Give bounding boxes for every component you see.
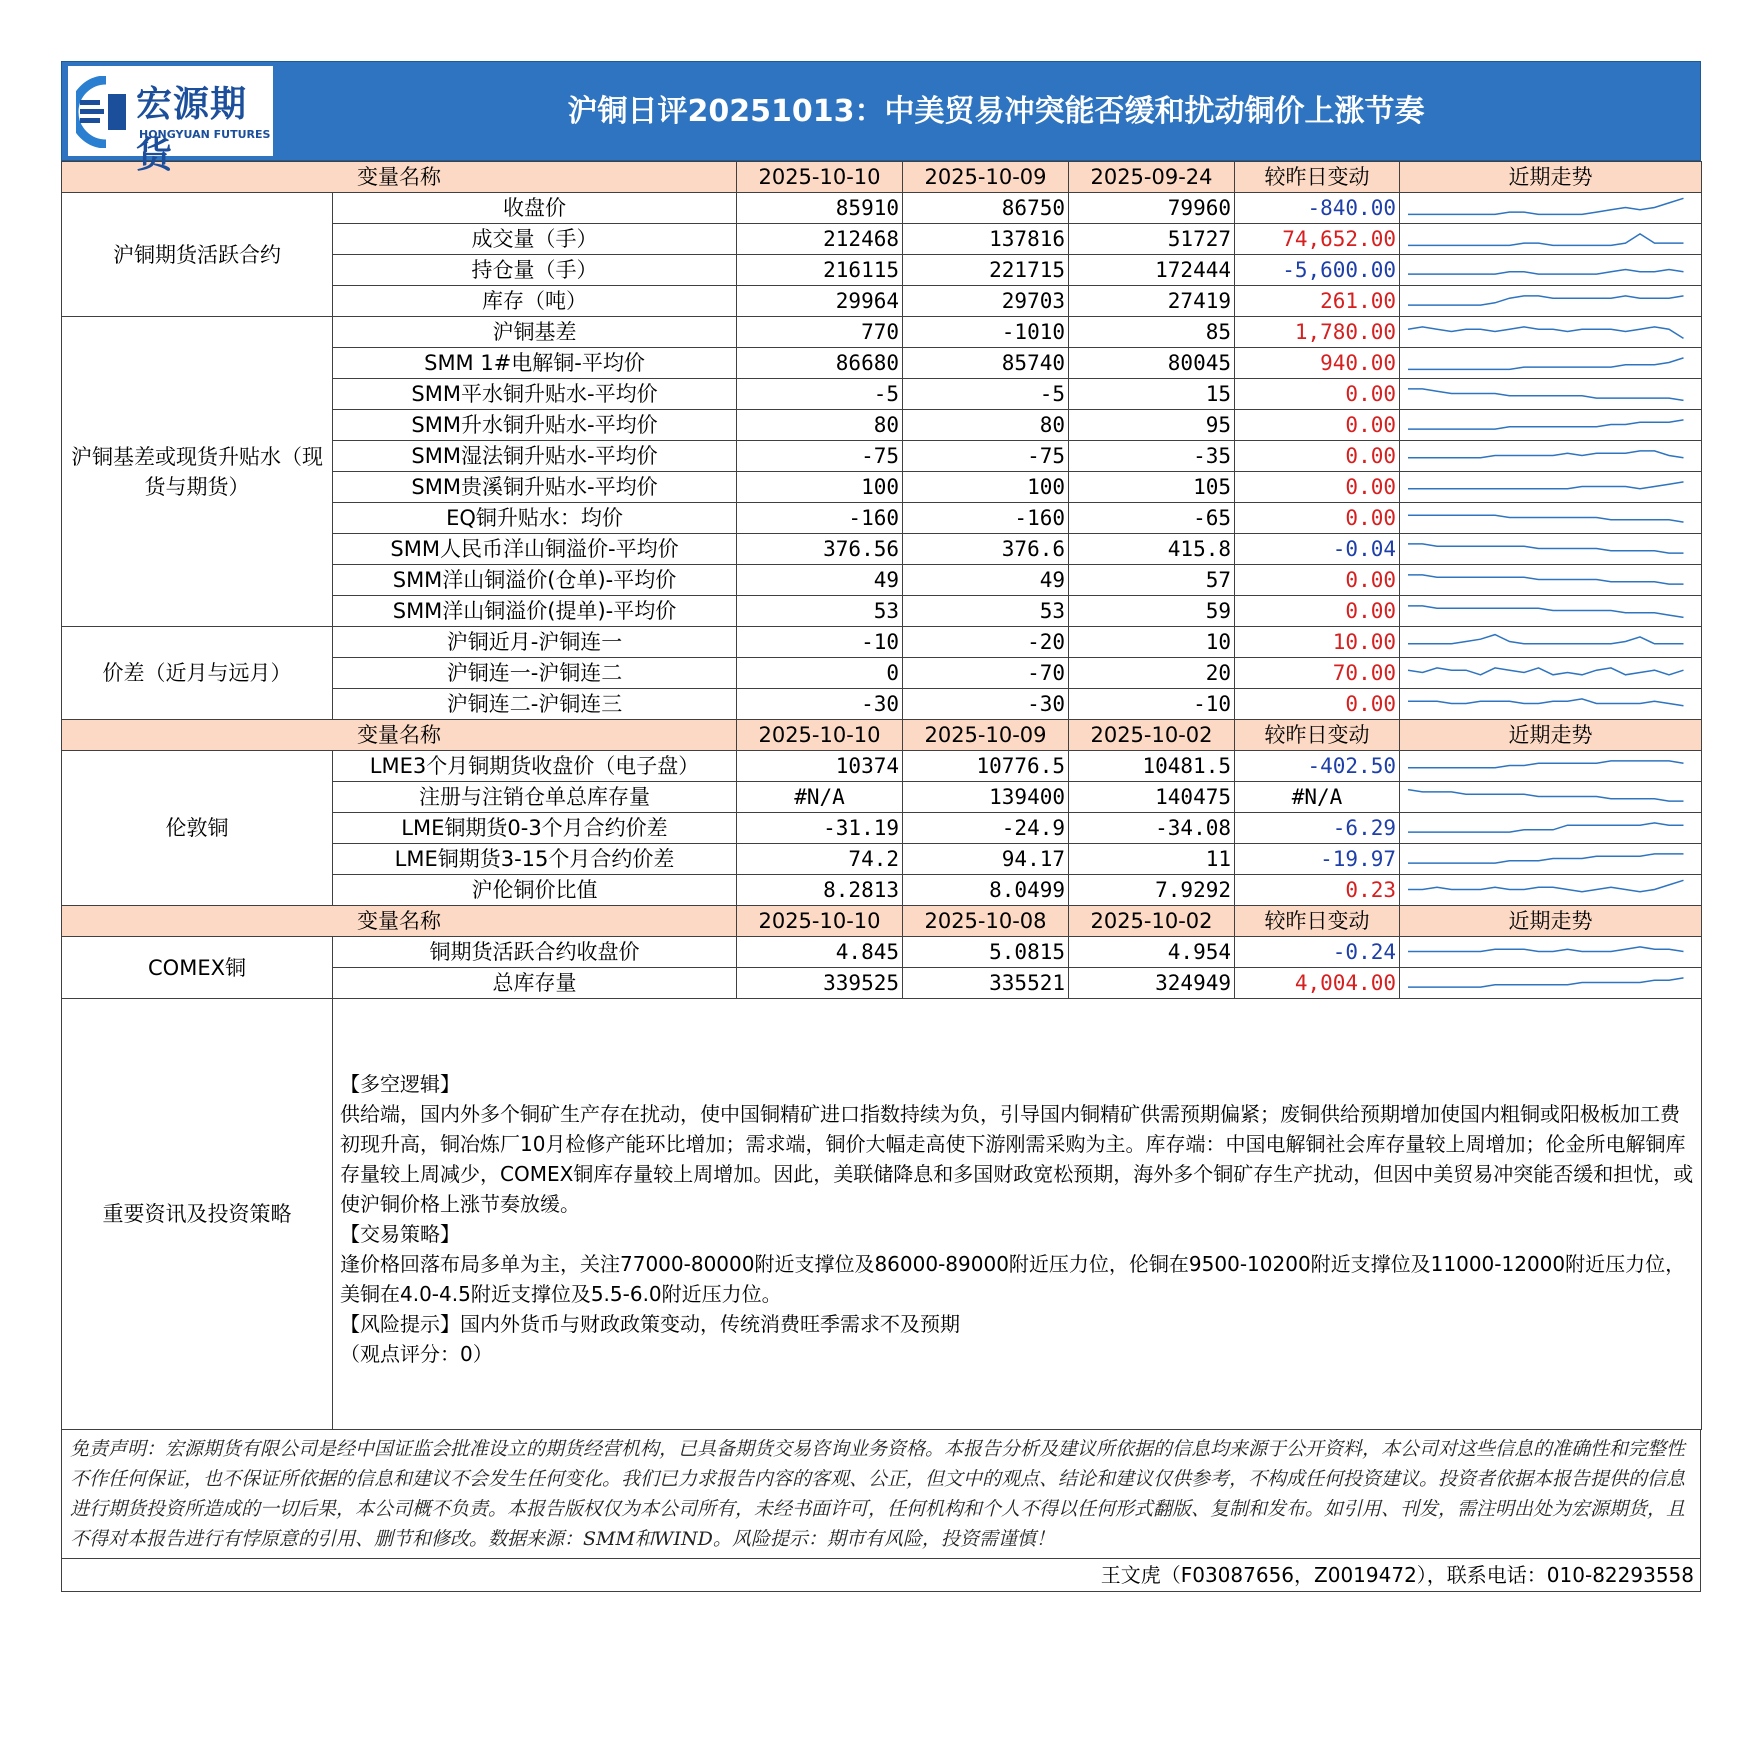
- change-cell: 0.00: [1235, 503, 1400, 534]
- variable-name: LME铜期货3-15个月合约价差: [333, 844, 737, 875]
- value-cell: 339525: [737, 968, 903, 999]
- value-cell: 85: [1069, 317, 1235, 348]
- sparkline-chart: [1400, 751, 1700, 781]
- value-cell: 335521: [903, 968, 1069, 999]
- sparkline-chart: [1400, 193, 1700, 223]
- header-date: 2025-10-10: [737, 906, 903, 937]
- sparkline-line: [1408, 482, 1684, 489]
- change-cell: 940.00: [1235, 348, 1400, 379]
- value-cell: -24.9: [903, 813, 1069, 844]
- header-variable-name: 变量名称: [62, 720, 737, 751]
- table-row: [62, 751, 1702, 782]
- report: [61, 61, 1701, 1592]
- sparkline-line: [1408, 389, 1684, 401]
- value-cell: 100: [737, 472, 903, 503]
- logo-text-cn: 宏源期货: [136, 84, 248, 176]
- variable-name: 总库存量: [333, 968, 737, 999]
- header-change: 较昨日变动: [1235, 720, 1400, 751]
- change-cell: 0.00: [1235, 441, 1400, 472]
- sparkline-line: [1408, 327, 1684, 339]
- variable-name: 成交量（手）: [333, 224, 737, 255]
- variable-name: 沪伦铜价比值: [333, 875, 737, 906]
- sparkline-chart: [1400, 224, 1700, 254]
- change-cell: 4,004.00: [1235, 968, 1400, 999]
- sparkline-chart: [1400, 782, 1700, 812]
- strategy-category: 重要资讯及投资策略: [62, 999, 333, 1430]
- trend-sparkline: [1400, 224, 1702, 255]
- variable-name: 收盘价: [333, 193, 737, 224]
- company-logo: [68, 66, 273, 176]
- value-cell: 105: [1069, 472, 1235, 503]
- trend-sparkline: [1400, 441, 1702, 472]
- sparkline-line: [1408, 358, 1684, 370]
- sparkline-chart: [1400, 379, 1700, 409]
- change-cell: 1,780.00: [1235, 317, 1400, 348]
- header-variable-name: 变量名称: [62, 162, 737, 193]
- sparkline-line: [1408, 420, 1684, 429]
- table-row: [62, 193, 1702, 224]
- variable-name: SMM湿法铜升贴水-平均价: [333, 441, 737, 472]
- strategy-paragraph: 【交易策略】: [340, 1222, 460, 1246]
- strategy-paragraph: 逢价格回落布局多单为主，关注77000-80000附近支撑位及86000-89000附近压力位，伦铜在9500-10200附近支撑位及11000-12000附近压力位，美铜在4.0-4.5附近支撑位及5.5-6.0附近压力位。: [340, 1252, 1686, 1306]
- change-cell: -0.04: [1235, 534, 1400, 565]
- variable-name: EQ铜升贴水：均价: [333, 503, 737, 534]
- change-cell: 261.00: [1235, 286, 1400, 317]
- sparkline-line: [1408, 575, 1684, 584]
- variable-name: SMM人民币洋山铜溢价-平均价: [333, 534, 737, 565]
- variable-name: SMM洋山铜溢价(仓单)-平均价: [333, 565, 737, 596]
- trend-sparkline: [1400, 782, 1702, 813]
- value-cell: 324949: [1069, 968, 1235, 999]
- variable-name: 持仓量（手）: [333, 255, 737, 286]
- value-cell: 27419: [1069, 286, 1235, 317]
- header-change: 较昨日变动: [1235, 162, 1400, 193]
- variable-name: LME铜期货0-3个月合约价差: [333, 813, 737, 844]
- header-date: 2025-10-09: [903, 720, 1069, 751]
- category-cell: 沪铜基差或现货升贴水（现货与期货）: [62, 317, 333, 627]
- value-cell: 20: [1069, 658, 1235, 689]
- value-cell: 29964: [737, 286, 903, 317]
- trend-sparkline: [1400, 193, 1702, 224]
- sparkline-chart: [1400, 348, 1700, 378]
- value-cell: 86750: [903, 193, 1069, 224]
- variable-name: SMM升水铜升贴水-平均价: [333, 410, 737, 441]
- trend-sparkline: [1400, 255, 1702, 286]
- analyst-contact: 王文虎（F03087656，Z0019472），联系电话：010-82293558: [61, 1559, 1701, 1592]
- sparkline-line: [1408, 978, 1684, 987]
- value-cell: 94.17: [903, 844, 1069, 875]
- value-cell: 80: [903, 410, 1069, 441]
- value-cell: 11: [1069, 844, 1235, 875]
- value-cell: -5: [903, 379, 1069, 410]
- value-cell: 95: [1069, 410, 1235, 441]
- category-cell: COMEX铜: [62, 937, 333, 999]
- change-cell: 0.00: [1235, 410, 1400, 441]
- sparkline-line: [1408, 699, 1684, 706]
- sparkline-chart: [1400, 658, 1700, 688]
- change-cell: 0.00: [1235, 689, 1400, 720]
- sparkline-chart: [1400, 255, 1700, 285]
- header-date: 2025-10-02: [1069, 720, 1235, 751]
- value-cell: 4.954: [1069, 937, 1235, 968]
- variable-name: SMM 1#电解铜-平均价: [333, 348, 737, 379]
- trend-sparkline: [1400, 751, 1702, 782]
- value-cell: 139400: [903, 782, 1069, 813]
- trend-sparkline: [1400, 410, 1702, 441]
- value-cell: 140475: [1069, 782, 1235, 813]
- trend-sparkline: [1400, 968, 1702, 999]
- value-cell: 10776.5: [903, 751, 1069, 782]
- variable-name: SMM贵溪铜升贴水-平均价: [333, 472, 737, 503]
- report-title: 沪铜日评20251013：中美贸易冲突能否缓和扰动铜价上涨节奏: [567, 94, 1425, 129]
- sparkline-line: [1408, 635, 1684, 644]
- value-cell: 770: [737, 317, 903, 348]
- change-cell: -0.24: [1235, 937, 1400, 968]
- value-cell: 100: [903, 472, 1069, 503]
- sparkline-line: [1408, 823, 1684, 832]
- strategy-paragraph: （观点评分：0）: [340, 1342, 493, 1366]
- variable-name: 沪铜连一-沪铜连二: [333, 658, 737, 689]
- strategy-row: [62, 999, 1702, 1430]
- change-cell: -5,600.00: [1235, 255, 1400, 286]
- value-cell: 53: [903, 596, 1069, 627]
- variable-name: 沪铜连二-沪铜连三: [333, 689, 737, 720]
- value-cell: 216115: [737, 255, 903, 286]
- trend-sparkline: [1400, 813, 1702, 844]
- value-cell: -10: [1069, 689, 1235, 720]
- value-cell: 415.8: [1069, 534, 1235, 565]
- sparkline-chart: [1400, 503, 1700, 533]
- variable-name: 铜期货活跃合约收盘价: [333, 937, 737, 968]
- change-cell: -6.29: [1235, 813, 1400, 844]
- value-cell: 85910: [737, 193, 903, 224]
- sparkline-chart: [1400, 627, 1700, 657]
- variable-name: 沪铜近月-沪铜连一: [333, 627, 737, 658]
- sparkline-line: [1408, 668, 1684, 675]
- value-cell: -10: [737, 627, 903, 658]
- sparkline-line: [1408, 761, 1684, 768]
- sparkline-chart: [1400, 317, 1700, 347]
- sparkline-line: [1408, 854, 1684, 863]
- value-cell: 80: [737, 410, 903, 441]
- sparkline-line: [1408, 296, 1684, 305]
- value-cell: 7.9292: [1069, 875, 1235, 906]
- variable-name: 沪铜基差: [333, 317, 737, 348]
- change-cell: 74,652.00: [1235, 224, 1400, 255]
- sparkline-line: [1408, 790, 1684, 802]
- sparkline-chart: [1400, 441, 1700, 471]
- value-cell: 15: [1069, 379, 1235, 410]
- header-trend: 近期走势: [1400, 906, 1702, 937]
- value-cell: 4.845: [737, 937, 903, 968]
- sparkline-chart: [1400, 286, 1700, 316]
- change-cell: -840.00: [1235, 193, 1400, 224]
- value-cell: 51727: [1069, 224, 1235, 255]
- sparkline-line: [1408, 606, 1684, 618]
- variable-name: LME3个月铜期货收盘价（电子盘）: [333, 751, 737, 782]
- value-cell: 74.2: [737, 844, 903, 875]
- value-cell: -30: [737, 689, 903, 720]
- value-cell: -160: [737, 503, 903, 534]
- trend-sparkline: [1400, 596, 1702, 627]
- data-table: [61, 161, 1702, 1430]
- change-cell: 0.00: [1235, 565, 1400, 596]
- value-cell: 86680: [737, 348, 903, 379]
- sparkline-line: [1408, 880, 1684, 892]
- strategy-paragraph: 【多空逻辑】: [340, 1072, 460, 1096]
- value-cell: -1010: [903, 317, 1069, 348]
- change-cell: -402.50: [1235, 751, 1400, 782]
- value-cell: 212468: [737, 224, 903, 255]
- strategy-paragraph: 供给端，国内外多个铜矿生产存在扰动，使中国铜精矿进口指数持续为负，引导国内铜精矿供需预期偏紧；废铜供给预期增加使国内粗铜或阳极板加工费初现升高，铜冶炼厂10月检修产能环比增加；需求端，铜价大幅走高使下游刚需采购为主。库存端：中国电解铜社会库存量较上周增加；伦金所电解铜库存量较上周减少，COMEX铜库存量较上周增加。因此，美联储降息和多国财政宽松预期，海外多个铜矿存生产扰动，但因中美贸易冲突能否缓和担忧，或使沪铜价格上涨节奏放缓。: [340, 1102, 1694, 1216]
- strategy-content: [333, 999, 1702, 1430]
- value-cell: 85740: [903, 348, 1069, 379]
- category-cell: 伦敦铜: [62, 751, 333, 906]
- value-cell: 10481.5: [1069, 751, 1235, 782]
- sparkline-line: [1408, 947, 1684, 952]
- trend-sparkline: [1400, 534, 1702, 565]
- header-date: 2025-10-02: [1069, 906, 1235, 937]
- value-cell: -70: [903, 658, 1069, 689]
- change-cell: 0.00: [1235, 596, 1400, 627]
- header-change: 较昨日变动: [1235, 906, 1400, 937]
- sparkline-chart: [1400, 689, 1700, 719]
- trend-sparkline: [1400, 379, 1702, 410]
- sparkline-chart: [1400, 565, 1700, 595]
- change-cell: 10.00: [1235, 627, 1400, 658]
- sparkline-chart: [1400, 472, 1700, 502]
- trend-sparkline: [1400, 689, 1702, 720]
- sparkline-chart: [1400, 596, 1700, 626]
- sparkline-chart: [1400, 844, 1700, 874]
- value-cell: -160: [903, 503, 1069, 534]
- table-row: [62, 627, 1702, 658]
- variable-name: SMM洋山铜溢价(提单)-平均价: [333, 596, 737, 627]
- value-cell: 8.2813: [737, 875, 903, 906]
- value-cell: -30: [903, 689, 1069, 720]
- value-cell: 376.6: [903, 534, 1069, 565]
- header-date: 2025-10-08: [903, 906, 1069, 937]
- category-cell: 价差（近月与远月）: [62, 627, 333, 720]
- sparkline-line: [1408, 451, 1684, 458]
- change-cell: 0.23: [1235, 875, 1400, 906]
- variable-name: 库存（吨）: [333, 286, 737, 317]
- value-cell: 80045: [1069, 348, 1235, 379]
- trend-sparkline: [1400, 844, 1702, 875]
- header-date: 2025-10-10: [737, 720, 903, 751]
- value-cell: 172444: [1069, 255, 1235, 286]
- section-header-row: [62, 720, 1702, 751]
- header-variable-name: 变量名称: [62, 906, 737, 937]
- value-cell: -75: [737, 441, 903, 472]
- value-cell: -20: [903, 627, 1069, 658]
- value-cell: 29703: [903, 286, 1069, 317]
- sparkline-chart: [1400, 875, 1700, 905]
- header-date: 2025-10-10: [737, 162, 903, 193]
- sparkline-chart: [1400, 968, 1700, 998]
- value-cell: #N/A: [737, 782, 903, 813]
- header-date: 2025-10-09: [903, 162, 1069, 193]
- value-cell: 0: [737, 658, 903, 689]
- value-cell: 57: [1069, 565, 1235, 596]
- value-cell: 79960: [1069, 193, 1235, 224]
- value-cell: 8.0499: [903, 875, 1069, 906]
- trend-sparkline: [1400, 937, 1702, 968]
- value-cell: 49: [737, 565, 903, 596]
- header-trend: 近期走势: [1400, 162, 1702, 193]
- change-cell: 0.00: [1235, 379, 1400, 410]
- header-trend: 近期走势: [1400, 720, 1702, 751]
- variable-name: 注册与注销仓单总库存量: [333, 782, 737, 813]
- report-header: [61, 61, 1701, 176]
- value-cell: -75: [903, 441, 1069, 472]
- sparkline-line: [1408, 515, 1684, 522]
- value-cell: 49: [903, 565, 1069, 596]
- logo-text-en: HONGYUAN FUTURES: [139, 128, 271, 141]
- change-cell: 70.00: [1235, 658, 1400, 689]
- value-cell: 53: [737, 596, 903, 627]
- change-cell: 0.00: [1235, 472, 1400, 503]
- variable-name: SMM平水铜升贴水-平均价: [333, 379, 737, 410]
- trend-sparkline: [1400, 503, 1702, 534]
- trend-sparkline: [1400, 286, 1702, 317]
- sparkline-chart: [1400, 813, 1700, 843]
- value-cell: 5.0815: [903, 937, 1069, 968]
- sparkline-line: [1408, 234, 1684, 246]
- value-cell: 221715: [903, 255, 1069, 286]
- change-cell: -19.97: [1235, 844, 1400, 875]
- strategy-paragraph: 【风险提示】国内外货币与财政政策变动，传统消费旺季需求不及预期: [340, 1312, 960, 1336]
- value-cell: 59: [1069, 596, 1235, 627]
- value-cell: -31.19: [737, 813, 903, 844]
- logo-mark-icon: [76, 76, 136, 148]
- category-cell: 沪铜期货活跃合约: [62, 193, 333, 317]
- value-cell: -34.08: [1069, 813, 1235, 844]
- trend-sparkline: [1400, 658, 1702, 689]
- sparkline-chart: [1400, 410, 1700, 440]
- value-cell: -65: [1069, 503, 1235, 534]
- change-cell: #N/A: [1235, 782, 1400, 813]
- sparkline-line: [1408, 544, 1684, 553]
- table-row: [62, 317, 1702, 348]
- trend-sparkline: [1400, 348, 1702, 379]
- header-date: 2025-09-24: [1069, 162, 1235, 193]
- value-cell: 10374: [737, 751, 903, 782]
- trend-sparkline: [1400, 472, 1702, 503]
- disclaimer: 免责声明：宏源期货有限公司是经中国证监会批准设立的期货经营机构，已具备期货交易咨询业务资格。本报告分析及建议所依据的信息均来源于公开资料，本公司对这些信息的准确性和完整性不作任何保证，也不保证所依据的信息和建议不会发生任何变化。我们已力求报告内容的客观、公正，但文中的观点、结论和建议仅供参考，不构成任何投资建议。投资者依据本报告提供的信息进行期货投资所造成的一切后果，本公司概不负责。本报告版权仅为本公司所有，未经书面许可，任何机构和个人不得以任何形式翻版、复制和发布。如引用、刊发，需注明出处为宏源期货，且不得对本报告进行有悖原意的引用、删节和修改。数据来源：SMM和WIND。风险提示：期市有风险，投资需谨慎！: [61, 1430, 1701, 1559]
- sparkline-line: [1408, 198, 1684, 214]
- sparkline-chart: [1400, 534, 1700, 564]
- table-row: [62, 937, 1702, 968]
- sparkline-chart: [1400, 937, 1700, 967]
- value-cell: -35: [1069, 441, 1235, 472]
- value-cell: 376.56: [737, 534, 903, 565]
- value-cell: -5: [737, 379, 903, 410]
- sparkline-line: [1408, 270, 1684, 275]
- value-cell: 10: [1069, 627, 1235, 658]
- value-cell: 137816: [903, 224, 1069, 255]
- trend-sparkline: [1400, 875, 1702, 906]
- section-header-row: [62, 906, 1702, 937]
- trend-sparkline: [1400, 317, 1702, 348]
- trend-sparkline: [1400, 565, 1702, 596]
- trend-sparkline: [1400, 627, 1702, 658]
- section-header-row: [62, 162, 1702, 193]
